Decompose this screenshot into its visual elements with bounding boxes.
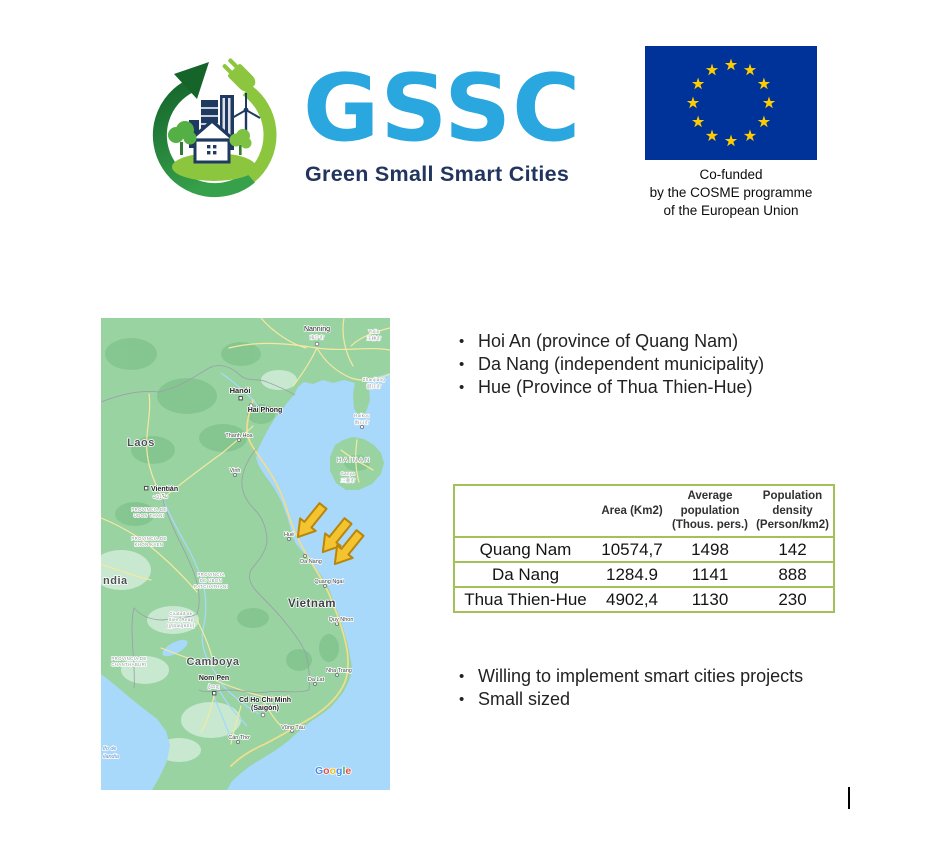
eu-caption bbox=[628, 166, 834, 221]
map-label-hanoi: Hanói bbox=[229, 386, 251, 395]
map-label-chan-1: PROVINCIA DE bbox=[111, 656, 147, 661]
table-row bbox=[454, 562, 834, 587]
map-label-haikou-zh: 海口市 bbox=[354, 421, 370, 426]
eu-cofunding-block bbox=[628, 46, 834, 221]
map-label-hcmc-1: Cd Ho Chi Minh bbox=[238, 697, 292, 704]
map-label-nompen: Nom Pen bbox=[198, 675, 230, 682]
map-label-cantho: Cần Thơ bbox=[228, 735, 250, 741]
map-label-tailandia-cut: ndia bbox=[103, 575, 128, 587]
list-item bbox=[453, 688, 853, 711]
bullet-marker: • bbox=[459, 668, 465, 685]
map-label-udon-2: UDON THANI bbox=[133, 513, 165, 518]
cell-population: 1130 bbox=[668, 587, 752, 612]
cell-density: 230 bbox=[752, 587, 834, 612]
map-label-sanya-zh: 三亜市 bbox=[340, 479, 356, 484]
cell-name: Da Nang bbox=[454, 562, 596, 587]
map-label-nhatrang: Nha Trang bbox=[326, 668, 352, 674]
map-label-laos: Laos bbox=[127, 437, 155, 449]
list-item bbox=[453, 665, 853, 688]
text-cursor-mark bbox=[848, 787, 850, 809]
table-header-row bbox=[454, 485, 834, 537]
map-label-ubon-1: PROVINCIA bbox=[197, 572, 225, 577]
map-label-danang: Da Nang bbox=[300, 559, 322, 565]
cell-density: 142 bbox=[752, 537, 834, 562]
eu-caption-line2: by the COSME programme bbox=[649, 185, 813, 201]
map-label-quynhon: Quy Nhon bbox=[328, 617, 354, 623]
map-label-zhanjiang: Zhanjiang bbox=[362, 377, 386, 382]
map-label-zhanjiang-zh: 湛江市 bbox=[366, 385, 382, 390]
cell-population: 1141 bbox=[668, 562, 752, 587]
city-stats-table bbox=[453, 484, 835, 613]
map-label-nanning: Nanning bbox=[303, 326, 331, 333]
header-empty bbox=[454, 485, 596, 537]
cell-density: 888 bbox=[752, 562, 834, 587]
map-label-chan-2: CHANTHABURI bbox=[111, 662, 147, 667]
gssc-logo-icon bbox=[143, 50, 293, 205]
city-bullet-hoian: Hoi An (province of Quang Nam) bbox=[478, 331, 739, 351]
map-label-ubon-3: RATCHATHANI bbox=[193, 584, 229, 589]
map-label-golfo-1: lfo de bbox=[103, 746, 117, 752]
map-label-hcmc-2: (Saigón) bbox=[251, 705, 279, 712]
map-label-vinh: Vinh bbox=[229, 468, 241, 474]
map-label-hainan: HAINAN bbox=[336, 457, 372, 464]
map-label-quangngai: Quang Ngai bbox=[314, 579, 344, 585]
map-label-siemreap-2: Siem Reap bbox=[168, 617, 194, 622]
characteristic-bullet-willing: Willing to implement smart cities projects bbox=[478, 666, 804, 686]
eu-caption-line1: Co-funded bbox=[699, 167, 763, 182]
eu-flag-icon bbox=[645, 46, 817, 160]
list-item bbox=[453, 376, 853, 399]
map-label-nompen-km: ភ្នំពេញ bbox=[207, 684, 221, 689]
map-label-siemreap-1: Ciudad de bbox=[169, 611, 193, 616]
bullet-marker: • bbox=[459, 333, 465, 350]
map-label-camboya: Camboya bbox=[186, 656, 240, 668]
header-density: Population density (Person/km2) bbox=[752, 485, 834, 537]
vietnam-map bbox=[101, 318, 390, 790]
table-row bbox=[454, 537, 834, 562]
map-label-yulin: Yulin bbox=[368, 329, 380, 334]
map-label-vientiane: Vientián bbox=[151, 486, 179, 493]
map-label-nanning-zh: 南宁市 bbox=[309, 336, 325, 341]
map-label-siemreap-3: [ក្រុងសៀមរាប] bbox=[167, 623, 195, 628]
map-label-thanhhoa: Thanh Hoa bbox=[225, 433, 253, 439]
list-item bbox=[453, 330, 853, 353]
cell-name: Quang Nam bbox=[454, 537, 596, 562]
characteristic-bullet-small: Small sized bbox=[478, 689, 571, 709]
map-label-haiphong: Hai Phong bbox=[247, 407, 283, 414]
characteristics-bullet-list bbox=[453, 665, 853, 711]
header-population: Average population (Thous. pers.) bbox=[668, 485, 752, 537]
city-bullet-danang: Da Nang (independent municipality) bbox=[478, 354, 765, 374]
eu-caption-line3: of the European Union bbox=[663, 203, 799, 219]
list-item bbox=[453, 353, 853, 376]
cell-name: Thua Thien-Hue bbox=[454, 587, 596, 612]
gssc-logo bbox=[143, 48, 603, 208]
header-area: Area (Km2) bbox=[596, 485, 668, 537]
bullet-marker: • bbox=[459, 379, 465, 396]
map-label-vietnam: Vietnam bbox=[287, 598, 337, 610]
map-label-khon-1: PROVINCIA DE bbox=[131, 536, 167, 541]
cell-population: 1498 bbox=[668, 537, 752, 562]
bullet-marker: • bbox=[459, 356, 465, 373]
map-label-udon-1: PROVINCIA DE bbox=[131, 507, 167, 512]
cell-area: 10574,7 bbox=[596, 537, 668, 562]
google-watermark: Google bbox=[315, 765, 352, 777]
map-label-vientiane-lo: ວຽງຈັນ bbox=[153, 494, 169, 499]
map-label-khon-2: KHON KAEN bbox=[134, 542, 164, 547]
map-label-hue: Hué bbox=[283, 532, 295, 538]
table-row bbox=[454, 587, 834, 612]
map-label-dalat: Da Lat bbox=[307, 677, 325, 683]
content-column bbox=[453, 330, 853, 711]
map-label-ubon-2: DE UBON bbox=[199, 578, 223, 583]
map-label-haikou: Haikou bbox=[354, 413, 370, 418]
gssc-acronym: GSSC bbox=[303, 54, 582, 162]
cell-area: 4902,4 bbox=[596, 587, 668, 612]
map-label-sanya: Sanya bbox=[340, 471, 356, 476]
cell-area: 1284.9 bbox=[596, 562, 668, 587]
gssc-tagline: Green Small Smart Cities bbox=[305, 162, 570, 186]
cities-bullet-list bbox=[453, 330, 853, 399]
stats-table-wrap bbox=[453, 484, 853, 613]
city-bullet-hue: Hue (Province of Thua Thien-Hue) bbox=[478, 377, 753, 397]
bullet-marker: • bbox=[459, 691, 465, 708]
map-label-vungtau: Vũng Tàu bbox=[281, 725, 305, 731]
map-label-golfo-2: ilandia bbox=[103, 754, 119, 760]
map-label-yulin-zh: 玉林市 bbox=[366, 337, 382, 342]
